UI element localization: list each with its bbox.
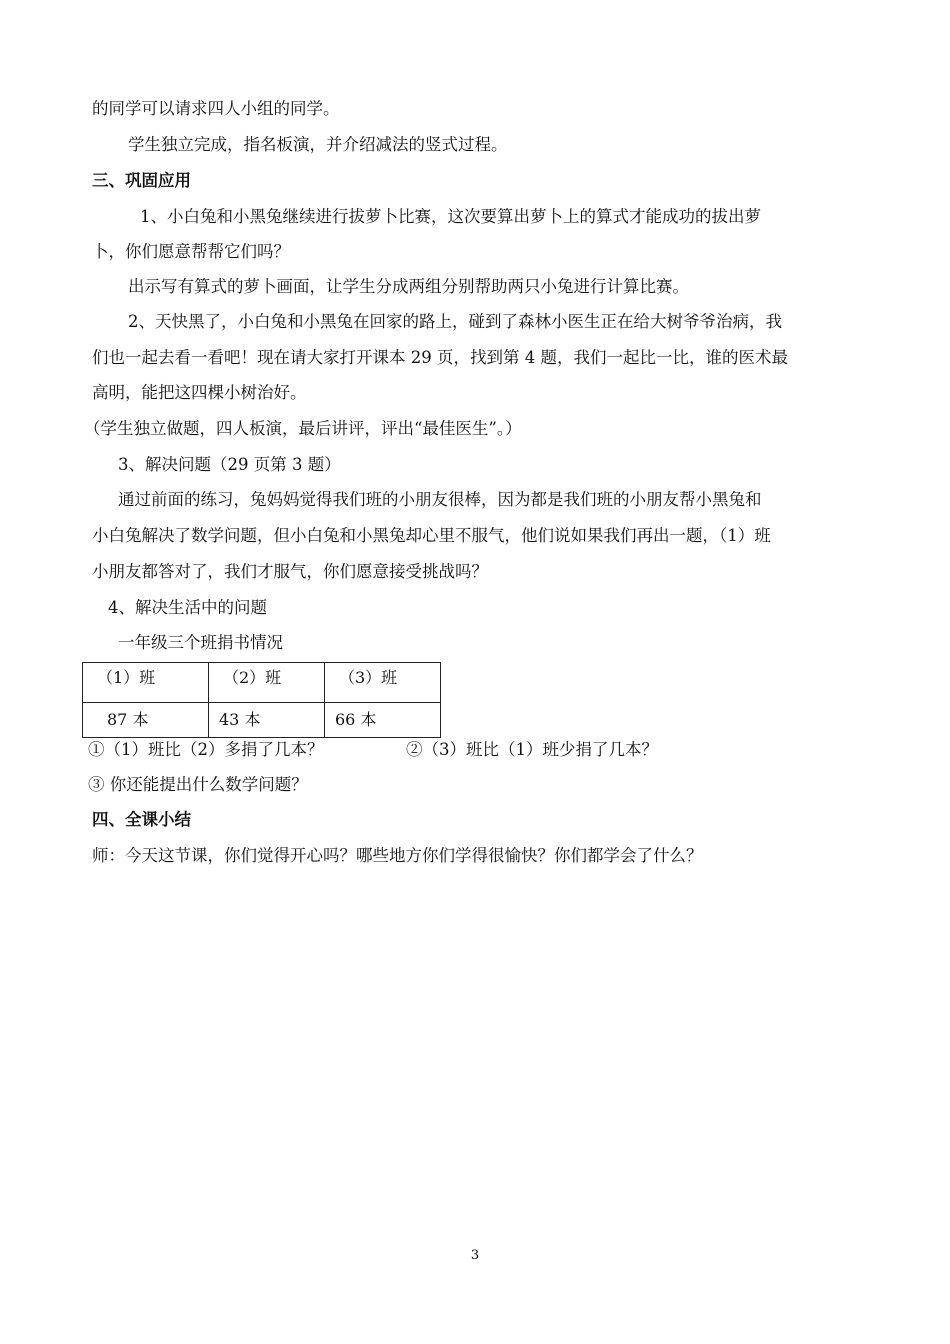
- question-2: ②（3）班比（1）班少捐了几本？: [406, 740, 658, 759]
- text-line: 4、解决生活中的问题: [108, 598, 267, 617]
- text-line: 3、解决问题（29 页第 3 题）: [118, 455, 341, 474]
- table-header-cell: （3）班: [325, 663, 441, 703]
- text-line: 们也一起去看一看吧！现在请大家打开课本 29 页，找到第 4 题，我们一起比一比，谁的医术最: [92, 348, 788, 367]
- text-line: 小朋友都答对了，我们才服气，你们愿意接受挑战吗？: [92, 562, 488, 581]
- table-row: [83, 663, 441, 703]
- question-1: ①（1）班比（2）多捐了几本？: [88, 740, 324, 759]
- text-line: 的同学可以请求四人小组的同学。: [92, 99, 340, 118]
- text-line: 师：今天这节课，你们觉得开心吗？哪些地方你们学得很愉快？你们都学会了什么？: [92, 846, 703, 865]
- text-line: 小白兔解决了数学问题，但小白兔和小黑兔却心里不服气，他们说如果我们再出一题，（1）班: [92, 526, 771, 545]
- table-cell: 43 本: [209, 703, 325, 738]
- text-line: 通过前面的练习，兔妈妈觉得我们班的小朋友很棒，因为都是我们班的小朋友帮小黑兔和: [118, 490, 762, 509]
- text-line: 1、小白兔和小黑兔继续进行拔萝卜比赛，这次要算出萝卜上的算式才能成功的拔出萝: [140, 207, 761, 226]
- text-line: 2、天快黑了，小白兔和小黑兔在回家的路上，碰到了森林小医生正在给大树爷爷治病，我: [128, 312, 782, 331]
- table-row: [83, 703, 441, 738]
- text-line: 学生独立完成，指名板演，并介绍减法的竖式过程。: [128, 135, 508, 154]
- book-donation-table: [82, 662, 441, 738]
- table-header-cell: （1）班: [83, 663, 209, 703]
- text-line: 卜，你们愿意帮帮它们吗？: [92, 242, 290, 261]
- table-cell: 87 本: [83, 703, 209, 738]
- section-heading: 四、全课小结: [92, 810, 191, 829]
- question-3: ③ 你还能提出什么数学问题？: [88, 775, 308, 794]
- text-line: 高明，能把这四棵小树治好。: [92, 383, 307, 402]
- text-line: （学生独立做题，四人板演，最后讲评，评出“最佳医生”。）: [84, 419, 522, 438]
- page-number: 3: [470, 1248, 480, 1263]
- table-caption: 一年级三个班捐书情况: [118, 633, 283, 652]
- table-header-cell: （2）班: [209, 663, 325, 703]
- text-line: 出示写有算式的萝卜画面，让学生分成两组分别帮助两只小兔进行计算比赛。: [128, 277, 689, 296]
- table-cell: 66 本: [325, 703, 441, 738]
- section-heading: 三、巩固应用: [92, 171, 191, 190]
